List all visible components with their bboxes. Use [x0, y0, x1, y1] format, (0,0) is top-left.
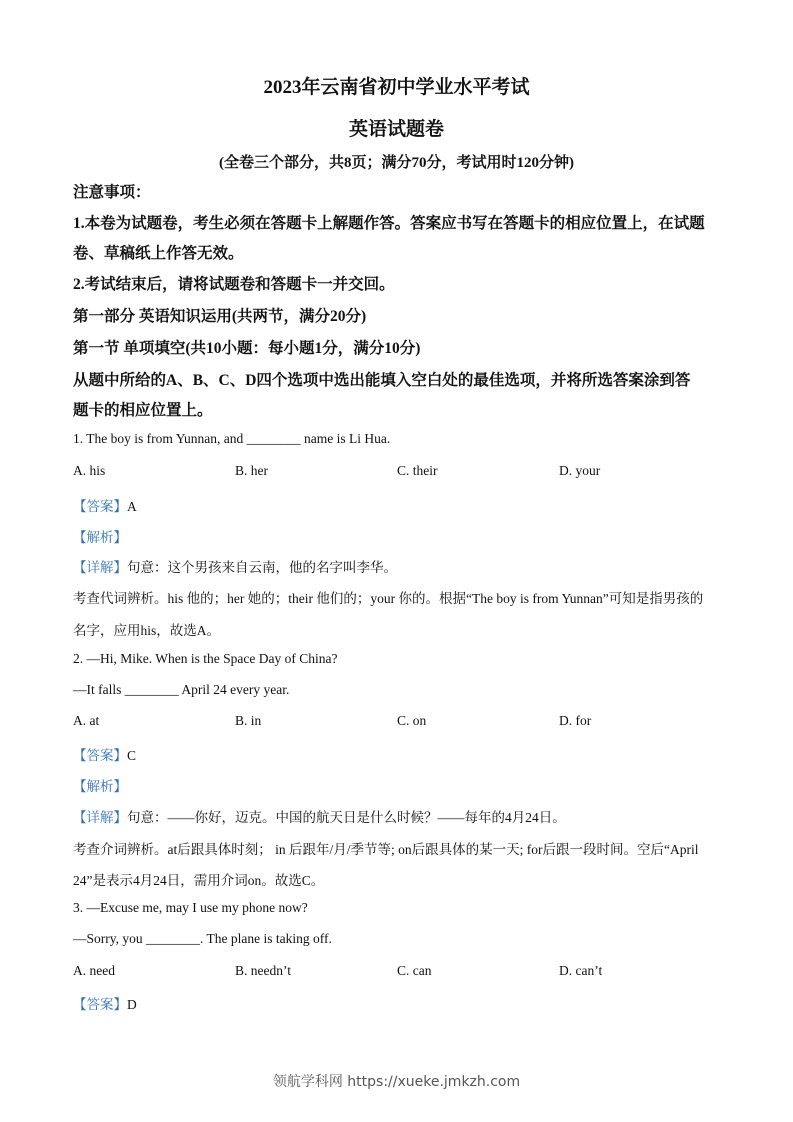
answer-line [73, 495, 733, 515]
exam-note: (全卷三个部分，共8页；满分70分，考试用时120分钟) [219, 155, 574, 171]
detail-line [73, 806, 733, 826]
detail-label: 【详解】 [73, 560, 127, 575]
option-a: A. need [73, 963, 115, 978]
instruction-line1: 从题中所给的A、B、C、D四个选项中选出能填入空白处的最佳选项，并将所选答案涂到答 [73, 372, 691, 389]
detail-text: 句意：这个男孩来自云南，他的名字叫李华。 [127, 560, 397, 575]
option-b: B. needn’t [235, 963, 291, 978]
analysis-line [73, 526, 733, 546]
answer-line [73, 993, 733, 1013]
exam-subtitle: 英语试题卷 [348, 119, 444, 140]
footer-watermark: 领航学科网 https://xueke.jmkzh.com [272, 1074, 521, 1090]
question-stem: 1. The boy is from Yunnan, and ________ name is Li Hua. [73, 431, 391, 446]
instruction-line2: 题卡的相应位置上。 [73, 402, 213, 419]
notice-heading: 注意事项： [73, 184, 151, 201]
detail-text: 24”是表示4月24日，需用介词on。故选C。 [73, 873, 325, 888]
detail-line [73, 556, 733, 576]
detail-text: 名字，应用his，故选A。 [73, 623, 221, 638]
answer-label: 【答案】 [73, 997, 127, 1012]
detail-label: 【详解】 [73, 810, 127, 825]
option-a: A. his [73, 463, 106, 478]
option-d: D. for [559, 713, 592, 728]
question-stem: 3. —Excuse me, may I use my phone now? [73, 900, 308, 915]
option-d: D. your [559, 463, 601, 478]
option-b: B. in [235, 713, 262, 728]
notice-item2: 2.考试结束后，请将试题卷和答题卡一并交回。 [73, 276, 395, 293]
option-c: C. on [397, 713, 427, 728]
notice-item1-line2: 卷、草稿纸上作答无效。 [73, 245, 244, 262]
answer-line [73, 744, 733, 764]
detail-text: 考查代词辨析。his 他的；her 她的；their 他们的；your 你的。根据“The boy is from Yunnan”可知是指男孩的 [73, 591, 704, 606]
answer-label: 【答案】 [73, 748, 127, 763]
answer-value: A [127, 499, 137, 514]
option-c: C. can [397, 963, 432, 978]
question-stem: —Sorry, you ________. The plane is taking off. [73, 931, 332, 946]
answer-value: D [127, 997, 137, 1012]
option-a: A. at [73, 713, 100, 728]
section1-title: 第一节 单项填空(共10小题：每小题1分，满分10分) [73, 340, 421, 357]
notice-item1-line1: 1.本卷为试题卷，考生必须在答题卡上解题作答。答案应书写在答题卡的相应位置上，在试题 [73, 215, 705, 232]
question-stem: 2. —Hi, Mike. When is the Space Day of China? [73, 651, 338, 666]
answer-value: C [127, 748, 137, 763]
analysis-label: 【解析】 [73, 779, 127, 794]
question-stem: —It falls ________ April 24 every year. [73, 682, 290, 697]
option-c: C. their [397, 463, 438, 478]
analysis-label: 【解析】 [73, 530, 127, 545]
option-d: D. can’t [559, 963, 603, 978]
option-b: B. her [235, 463, 268, 478]
detail-text: 句意：——你好，迈克。中国的航天日是什么时候？——每年的4月24日。 [127, 810, 566, 825]
part1-title: 第一部分 英语知识运用(共两节，满分20分) [73, 308, 367, 325]
analysis-line [73, 775, 733, 795]
detail-text: 考查介词辨析。at后跟具体时刻； in 后跟年/月/季节等; on后跟具体的某一天; for后跟一段时间。空后“April [73, 842, 699, 857]
answer-label: 【答案】 [73, 499, 127, 514]
exam-title: 2023年云南省初中学业水平考试 [263, 77, 530, 98]
